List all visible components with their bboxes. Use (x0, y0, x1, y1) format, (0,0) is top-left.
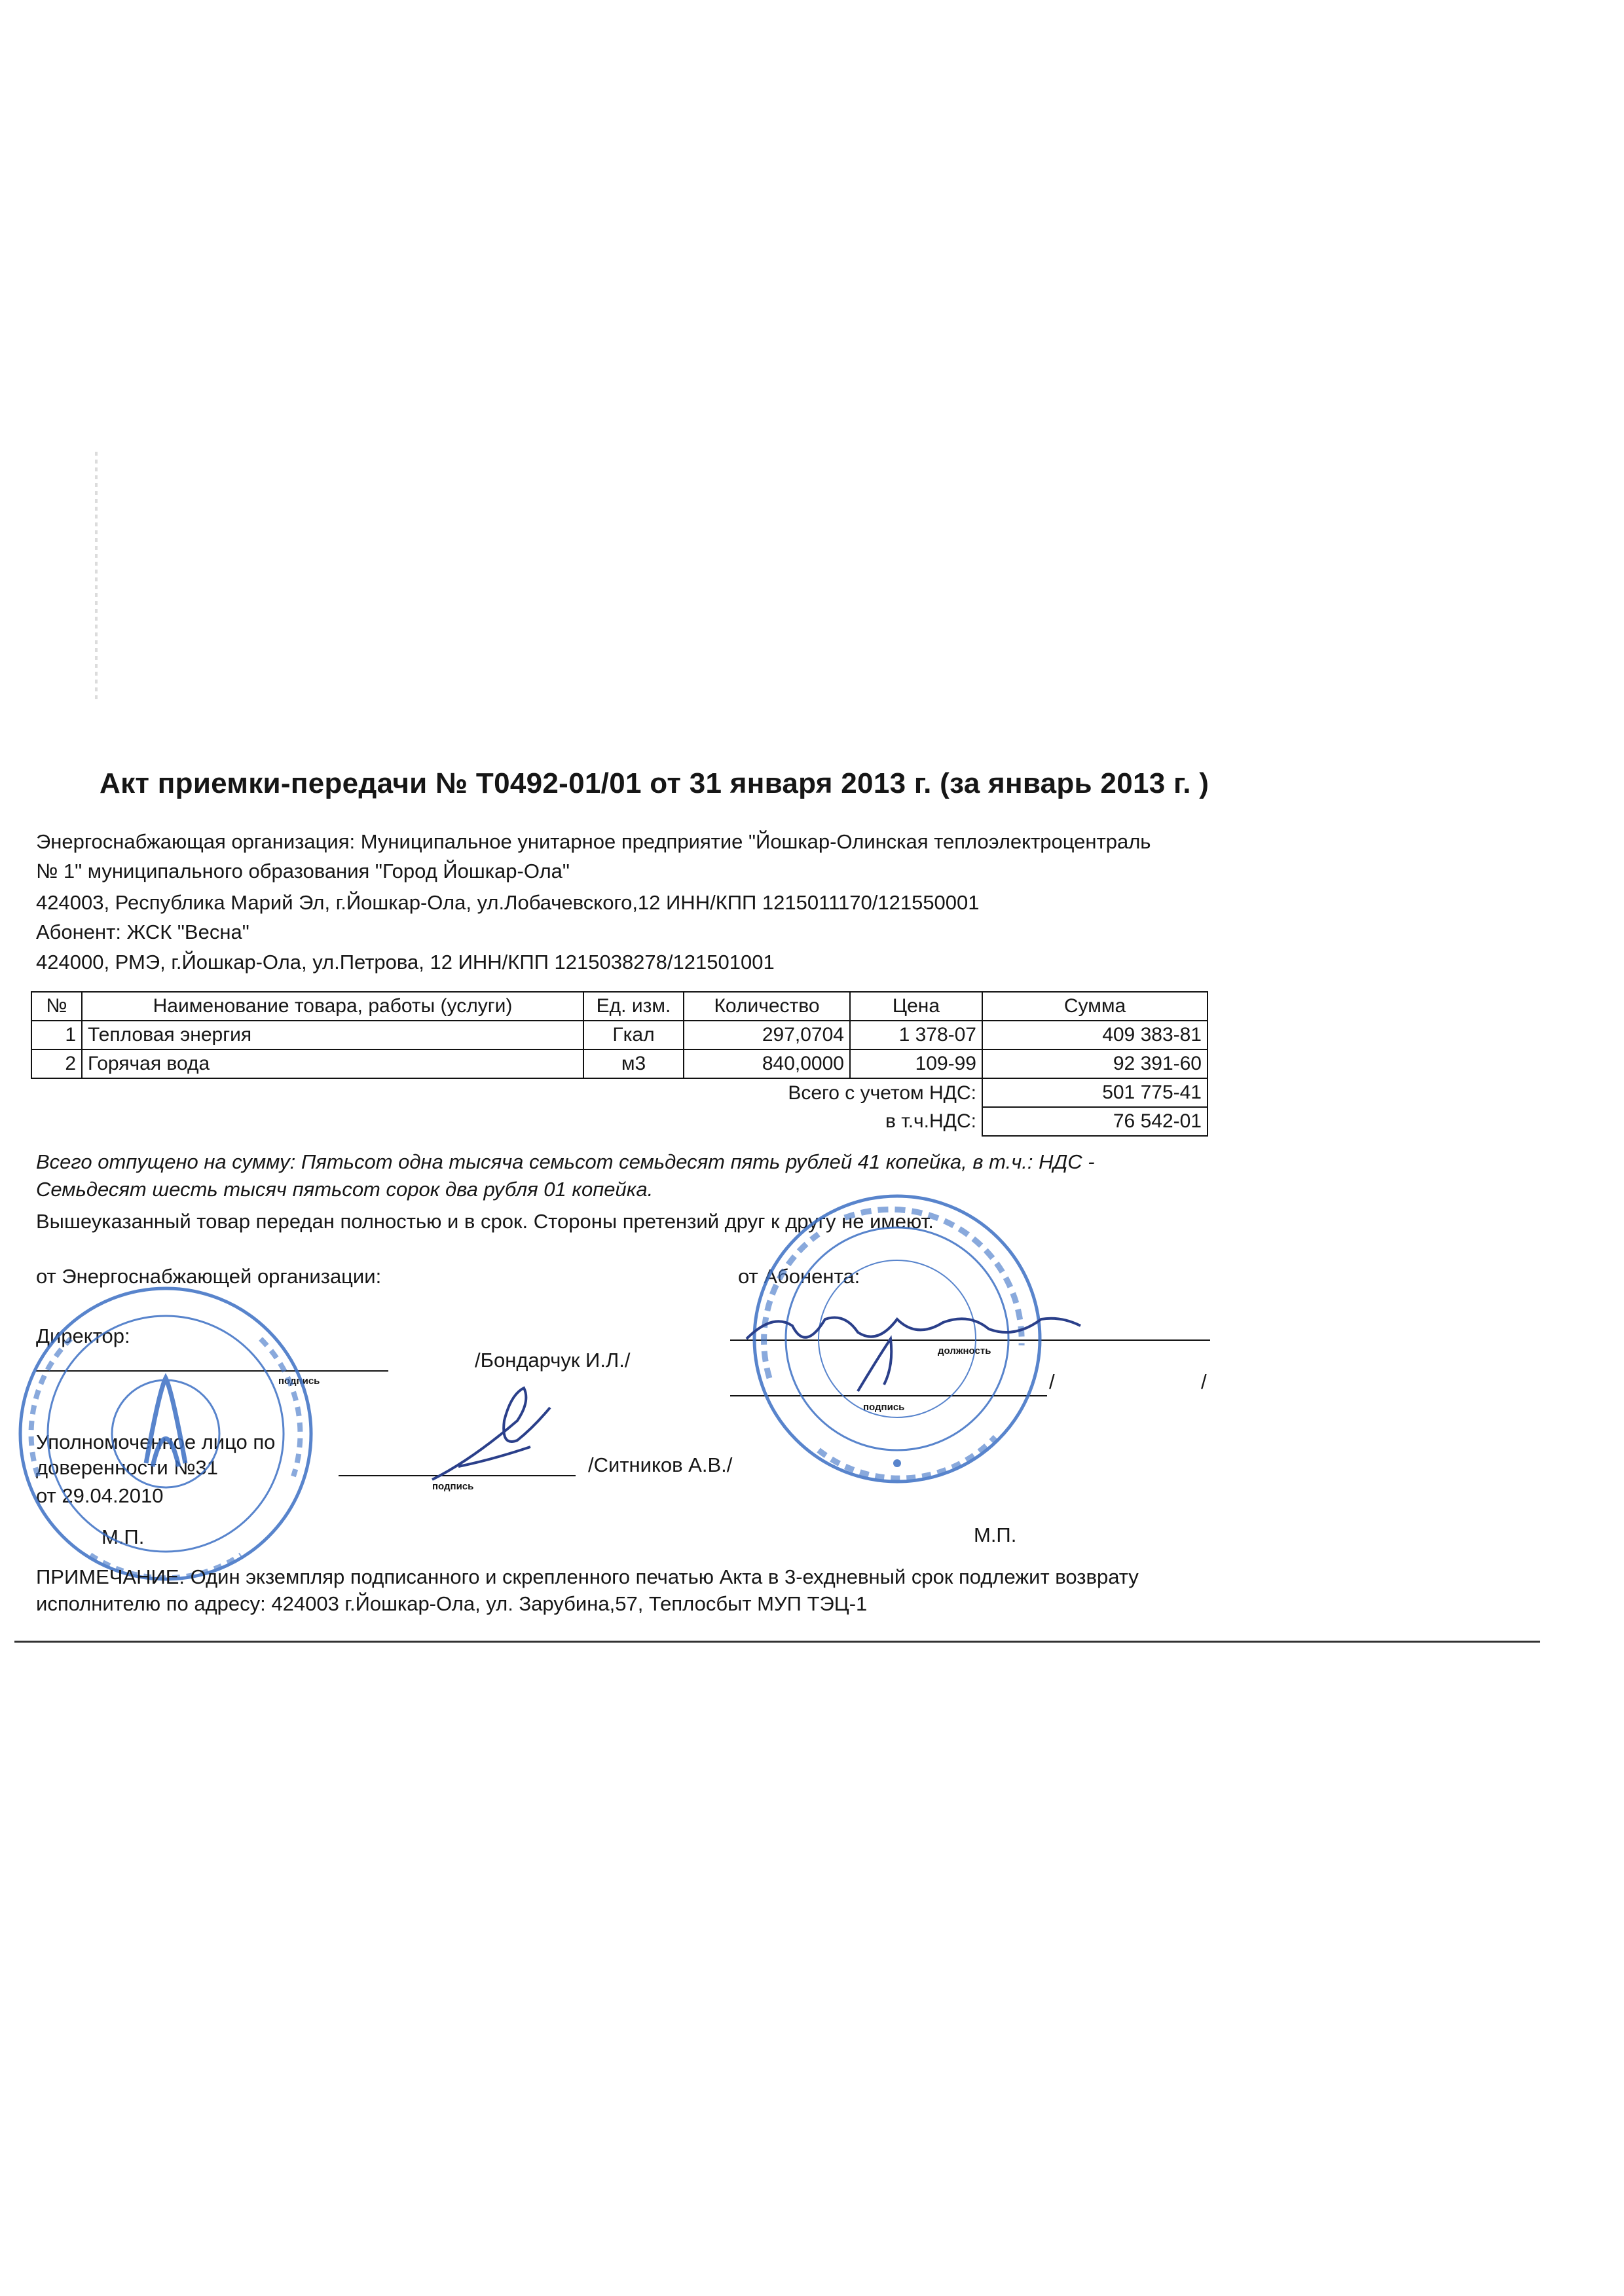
table-row (31, 1049, 1208, 1078)
vat-value: 76 542-01 (982, 1107, 1208, 1136)
subscriber-address: 424000, РМЭ, г.Йошкар-Ола, ул.Петрова, 12 ИНН/КПП 1215038278/121501001 (36, 951, 775, 974)
document-title: Акт приемки-передачи № Т0492-01/01 от 31 января 2013 г. (за январь 2013 г. ) (100, 767, 1209, 799)
subscriber-handwritten-signature (733, 1300, 1087, 1398)
authorized-name: /Ситников А.В./ (588, 1453, 733, 1476)
col-header-qty: Количество (684, 992, 850, 1021)
col-header-price: Цена (850, 992, 982, 1021)
authorized-person-line-2: доверенности №31 (36, 1456, 219, 1479)
table-row (31, 1021, 1208, 1049)
supplier-address: 424003, Республика Марий Эл, г.Йошкар-Ола, ул.Лобачевского,12 ИНН/КПП 1215011170/121550001 (36, 891, 980, 914)
bottom-divider (14, 1641, 1540, 1643)
from-subscriber-label: от Абонента: (738, 1265, 860, 1288)
amount-in-words-line-1: Всего отпущено на сумму: Пятьсот одна тысяча семьсот семьдесят пять рублей 41 копейка, в т.ч.: НДС - (36, 1150, 1095, 1173)
seal-place-left: М.П. (101, 1525, 145, 1548)
col-header-name: Наименование товара, работы (услуги) (82, 992, 583, 1021)
row-unit: Гкал (583, 1021, 684, 1049)
acceptance-statement: Вышеуказанный товар передан полностью и в срок. Стороны претензий друг к другу не имеют. (36, 1210, 934, 1233)
supplier-line-1: Энергоснабжающая организация: Муниципальное унитарное предприятие "Йошкар-Олинская теплоэлектроцентраль (36, 830, 1151, 853)
subscriber-signature-caption: подпись (863, 1402, 905, 1413)
supplier-round-stamp (12, 1280, 320, 1588)
authorized-person-line-3: от 29.04.2010 (36, 1484, 164, 1507)
row-qty: 840,0000 (684, 1049, 850, 1078)
row-sum: 409 383-81 (982, 1021, 1208, 1049)
table-header-row (31, 992, 1208, 1021)
scan-artifact (95, 452, 98, 701)
col-header-unit: Ед. изм. (583, 992, 684, 1021)
director-label: Директор: (36, 1324, 130, 1347)
from-supplier-label: от Энергоснабжающей организации: (36, 1265, 382, 1288)
row-num: 2 (31, 1049, 82, 1078)
row-unit: м3 (583, 1049, 684, 1078)
position-caption: должность (938, 1345, 991, 1357)
seal-place-right: М.П. (974, 1523, 1017, 1546)
row-name: Горячая вода (82, 1049, 583, 1078)
authorized-handwritten-signature (419, 1381, 576, 1486)
supplier-line-2: № 1" муниципального образования "Город Йошкар-Ола" (36, 860, 570, 883)
authorized-signature-caption: подпись (432, 1481, 474, 1492)
name-bracket-close: / (1201, 1370, 1207, 1393)
row-name: Тепловая энергия (82, 1021, 583, 1049)
subscriber: Абонент: ЖСК "Весна" (36, 920, 249, 943)
row-price: 109-99 (850, 1049, 982, 1078)
director-name: /Бондарчук И.Л./ (475, 1349, 631, 1372)
row-price: 1 378-07 (850, 1021, 982, 1049)
total-value: 501 775-41 (982, 1078, 1208, 1107)
total-row (31, 1078, 1208, 1107)
total-label: Всего с учетом НДС: (788, 1082, 976, 1104)
director-signature-caption: подпись (278, 1376, 320, 1387)
name-bracket-open: / (1049, 1370, 1055, 1393)
amount-in-words-line-2: Семьдесят шесть тысяч пятьсот сорок два рубля 01 копейка. (36, 1178, 654, 1201)
row-qty: 297,0704 (684, 1021, 850, 1049)
note-line-2: исполнителю по адресу: 424003 г.Йошкар-Ола, ул. Зарубина,57, Теплосбыт МУП ТЭЦ-1 (36, 1592, 868, 1615)
row-sum: 92 391-60 (982, 1049, 1208, 1078)
col-header-sum: Сумма (982, 992, 1208, 1021)
note-line-1: ПРИМЕЧАНИЕ. Один экземпляр подписанного и скрепленного печатью Акта в 3-ехдневный срок подлежит возврату (36, 1565, 1139, 1588)
authorized-person-line-1: Уполномоченное лицо по (36, 1430, 276, 1453)
vat-label: в т.ч.НДС: (885, 1110, 976, 1132)
vat-row (31, 1107, 1208, 1136)
col-header-num: № (31, 992, 82, 1021)
row-num: 1 (31, 1021, 82, 1049)
items-table (31, 991, 1208, 1137)
